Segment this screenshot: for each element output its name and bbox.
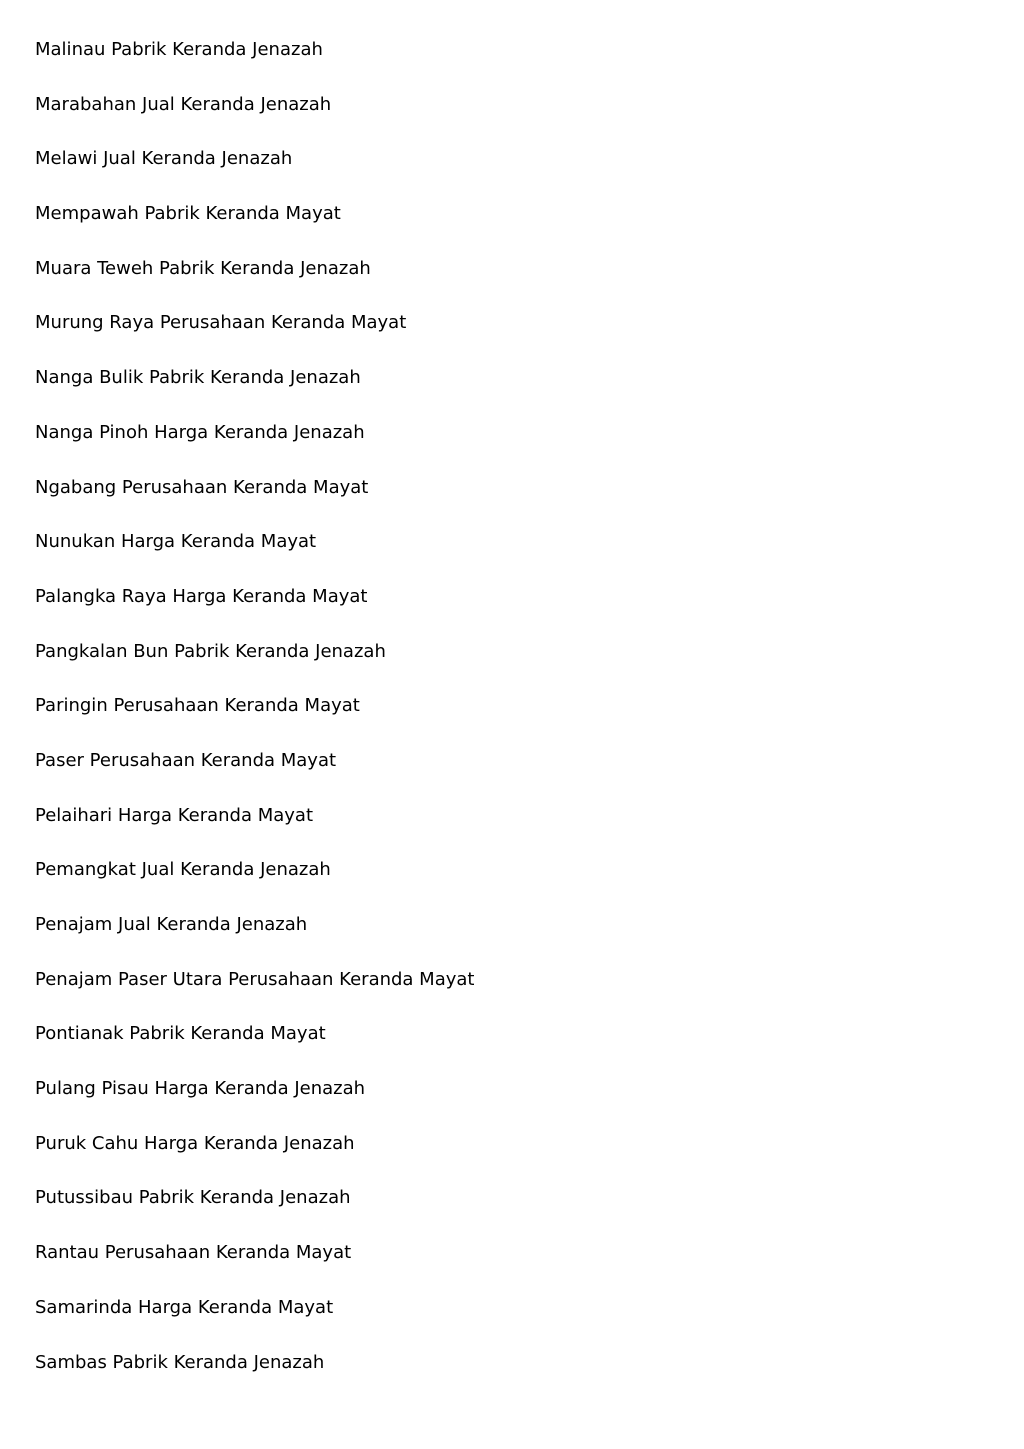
list-item: Pulang Pisau Harga Keranda Jenazah xyxy=(35,1078,366,1100)
list-item: Penajam Paser Utara Perusahaan Keranda Mayat xyxy=(35,968,475,990)
list-item: Nanga Bulik Pabrik Keranda Jenazah xyxy=(35,367,361,389)
list-item: Mempawah Pabrik Keranda Mayat xyxy=(35,203,341,225)
list-item: Pemangkat Jual Keranda Jenazah xyxy=(35,859,331,881)
list-item: Pangkalan Bun Pabrik Keranda Jenazah xyxy=(35,640,386,662)
list-item: Putussibau Pabrik Keranda Jenazah xyxy=(35,1187,351,1209)
list-item: Pelaihari Harga Keranda Mayat xyxy=(35,804,314,826)
list-item: Penajam Jual Keranda Jenazah xyxy=(35,914,308,935)
list-item: Muara Teweh Pabrik Keranda Jenazah xyxy=(35,257,371,279)
list-item: Malinau Pabrik Keranda Jenazah xyxy=(35,39,323,60)
entry-list xyxy=(35,36,474,1403)
list-item: Sambas Pabrik Keranda Jenazah xyxy=(35,1351,325,1373)
list-item: Murung Raya Perusahaan Keranda Mayat xyxy=(35,312,407,334)
list-item: Marabahan Jual Keranda Jenazah xyxy=(35,93,332,115)
list-item: Ngabang Perusahaan Keranda Mayat xyxy=(35,476,369,498)
list-item: Nunukan Harga Keranda Mayat xyxy=(35,531,317,553)
list-item: Rantau Perusahaan Keranda Mayat xyxy=(35,1242,352,1264)
list-item: Samarinda Harga Keranda Mayat xyxy=(35,1296,334,1318)
list-item: Melawi Jual Keranda Jenazah xyxy=(35,148,293,170)
list-item: Pontianak Pabrik Keranda Mayat xyxy=(35,1023,326,1045)
list-item: Paringin Perusahaan Keranda Mayat xyxy=(35,695,360,717)
list-item: Paser Perusahaan Keranda Mayat xyxy=(35,749,337,771)
list-item: Puruk Cahu Harga Keranda Jenazah xyxy=(35,1132,355,1154)
list-item: Palangka Raya Harga Keranda Mayat xyxy=(35,585,368,607)
list-item: Nanga Pinoh Harga Keranda Jenazah xyxy=(35,421,365,443)
